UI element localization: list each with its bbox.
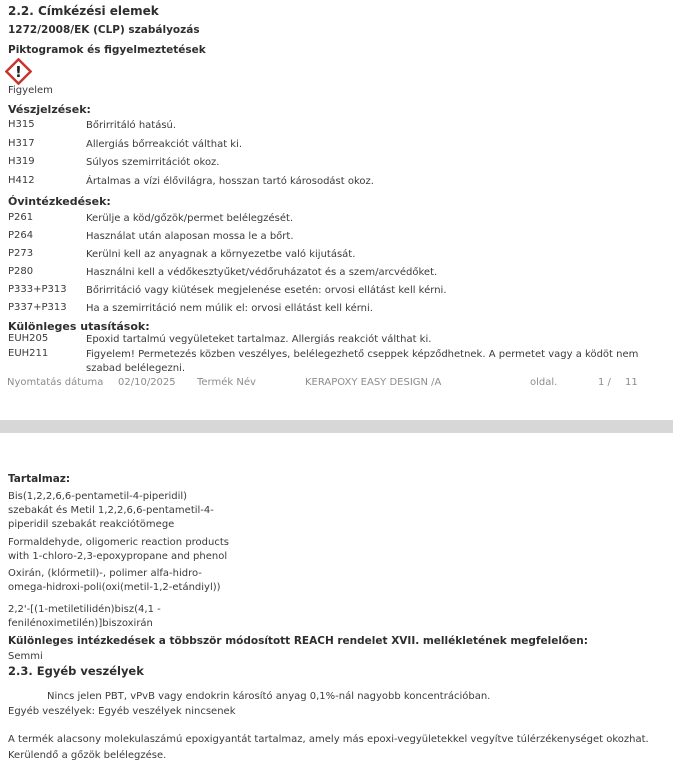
euh-code: EUH205 (8, 333, 49, 344)
page-separator (0, 420, 673, 433)
precaution-code: P261 (8, 212, 34, 223)
substance-paragraph (8, 536, 229, 564)
substance-line: 2,2'-[(1-metiletilidén)bisz(4,1 - (8, 604, 161, 615)
substance-line: piperidil szebakát reakciótömege (8, 519, 175, 530)
svg-text:!: ! (15, 63, 22, 82)
substance-line: with 1-chloro-2,3-epoxypropane and phenol (8, 551, 228, 562)
footer-page-label: oldal. (530, 377, 558, 388)
hazard-text: Súlyos szemirritációt okoz. (86, 157, 220, 168)
pictograms-heading: Piktogramok és figyelmeztetések (8, 44, 206, 56)
hazard-text: Allergiás bőrreakciót válthat ki. (86, 139, 243, 150)
footer-product-label: Termék Név (197, 377, 256, 388)
precaution-code: P273 (8, 248, 34, 259)
precaution-code: P333+P313 (8, 284, 67, 295)
hazard-row (0, 138, 673, 154)
epoxy-warning-paragraph: A termék alacsony molekulaszámú epoxigyantát tartalmaz, amely más epoxi-vegyületekkel vegyítve túlérzékenységet okozhat. Kerülendő a gőzök belélegzése. (8, 734, 649, 761)
hazard-code: H412 (8, 175, 35, 186)
euh-text: Figyelem! Permetezés közben veszélyes, belélegezhető cseppek képződhetnek. A permetet vagy a ködöt nem szabad belélegezni. (86, 349, 639, 374)
substance-line: Formaldehyde, oligomeric reaction products (8, 537, 229, 548)
reach-measures-value: Semmi (8, 651, 43, 662)
hazard-code: H319 (8, 156, 35, 167)
special-instructions-heading: Különleges utasítások: (8, 320, 150, 333)
precaution-text: Használni kell a védőkesztyűket/védőruházatot és a szem/arcvédőket. (86, 267, 438, 278)
precaution-text: Kerülje a köd/gőzök/permet belélegzését. (86, 213, 294, 224)
hazard-code: H315 (8, 119, 35, 130)
hazard-text: Ártalmas a vízi élővilágra, hosszan tartó károsodást okoz. (86, 176, 374, 187)
precaution-text: Bőrirritáció vagy kiütések megjelenése esetén: orvosi ellátást kell kérni. (86, 285, 447, 296)
euh-row (0, 348, 673, 378)
pbt-statement: Nincs jelen PBT, vPvB vagy endokrin károsító anyag 0,1%-nál nagyobb koncentrációban. (47, 691, 491, 702)
hazard-row (0, 175, 673, 191)
precaution-row (0, 284, 673, 300)
substance-line: szebakát és Metil 1,2,2,6,6-pentametil-4- (8, 505, 214, 516)
substance-line: Bis(1,2,2,6,6-pentametil-4-piperidil) (8, 491, 188, 502)
precaution-row (0, 302, 673, 318)
precaution-code: P337+P313 (8, 302, 67, 313)
footer-product-name: KERAPOXY EASY DESIGN /A (305, 377, 442, 388)
signal-word: Figyelem (8, 85, 53, 96)
hazard-code: H317 (8, 138, 35, 149)
precaution-row (0, 248, 673, 264)
substance-paragraph (8, 603, 161, 631)
footer-print-date: 02/10/2025 (118, 377, 176, 388)
hazard-text: Bőrirritáló hatású. (86, 120, 177, 131)
precaution-text: Ha a szemirritáció nem múlik el: orvosi ellátást kell kérni. (86, 303, 373, 314)
footer-page-current: 1 / (598, 377, 611, 388)
hazard-row (0, 156, 673, 172)
euh-code: EUH211 (8, 348, 49, 359)
precaution-row (0, 266, 673, 282)
footer-print-date-label: Nyomtatás dátuma (7, 377, 104, 388)
reach-measures-heading: Különleges intézkedések a többször módosított REACH rendelet XVII. mellékletének megfelelően: (8, 635, 588, 647)
euh-row (0, 333, 673, 349)
precaution-text: Kerülni kell az anyagnak a környezetbe való kijutását. (86, 249, 356, 260)
other-hazards-line: Egyéb veszélyek: Egyéb veszélyek nincsenek (8, 706, 236, 717)
clp-regulation-heading: 1272/2008/EK (CLP) szabályozás (8, 24, 200, 36)
contains-heading: Tartalmaz: (8, 473, 71, 485)
substance-line: omega-hidroxi-poli(oxi(metil-1,2-etándiyl)) (8, 582, 221, 593)
precaution-code: P264 (8, 230, 34, 241)
precaution-code: P280 (8, 266, 34, 277)
substance-line: Oxirán, (klórmetil)-, polimer alfa-hidro- (8, 568, 202, 579)
print-footer (0, 377, 673, 391)
precaution-text: Használat után alaposan mossa le a bőrt. (86, 231, 294, 242)
precaution-row (0, 230, 673, 246)
hazard-statements-heading: Vészjelzések: (8, 103, 91, 116)
hazard-row (0, 119, 673, 135)
footer-page-total: 11 (625, 377, 638, 388)
ghs07-exclamation-pictogram-icon (5, 58, 32, 85)
substance-paragraph (8, 490, 214, 532)
substance-line: fenilénoximetilén)]biszoxirán (8, 618, 153, 629)
euh-text: Epoxid tartalmú vegyületeket tartalmaz. Allergiás reakciót válthat ki. (86, 334, 432, 345)
substance-paragraph (8, 567, 221, 595)
precaution-row (0, 212, 673, 228)
section-2-3-title: 2.3. Egyéb veszélyek (8, 664, 144, 678)
section-2-2-title: 2.2. Címkézési elemek (8, 4, 159, 18)
precautionary-statements-heading: Óvintézkedések: (8, 195, 111, 208)
